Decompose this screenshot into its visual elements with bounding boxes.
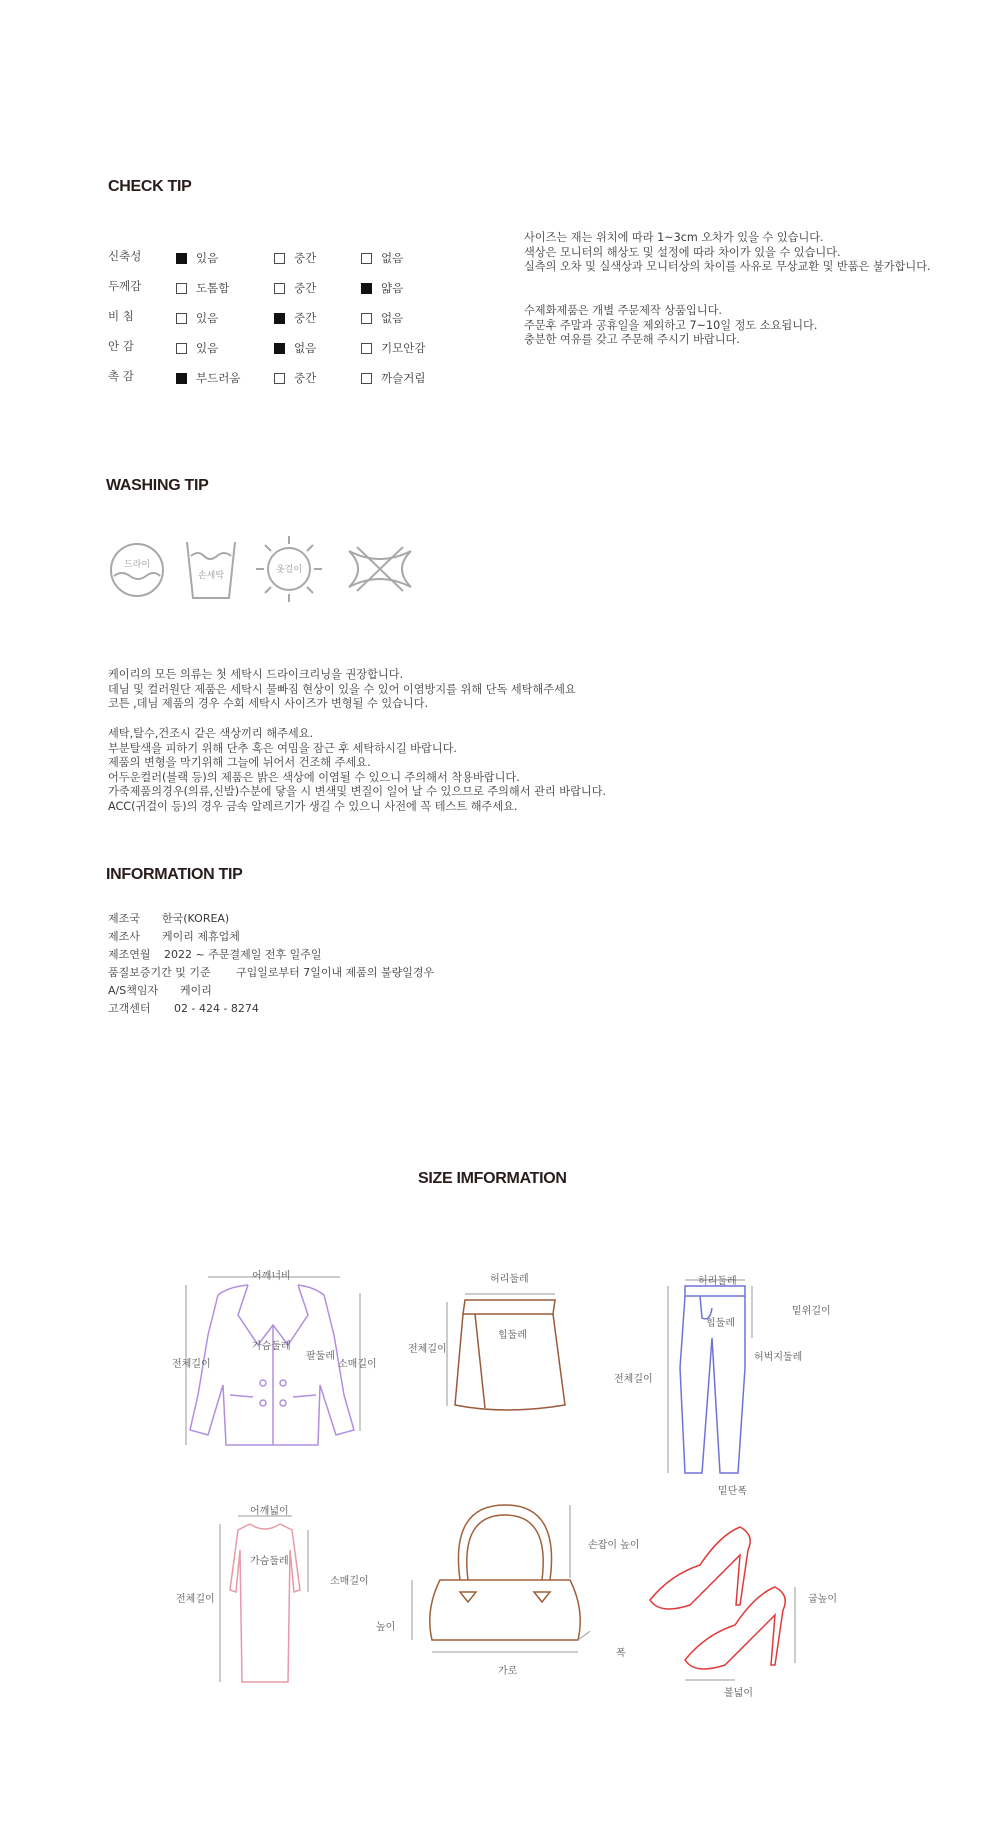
- skirt-waist-label: 허리둘레: [490, 1274, 529, 1285]
- washing-line: 코튼 ,데님 제품의 경우 수회 세탁시 사이즈가 변형될 수 있습니다.: [108, 697, 429, 710]
- notice-line: 사이즈는 재는 위치에 따라 1~3cm 오차가 있을 수 있습니다.: [524, 231, 824, 244]
- checkbox-empty: [361, 343, 372, 354]
- option: 없음: [361, 250, 403, 266]
- checkbox-checked: [176, 373, 187, 384]
- dress-diagram: [200, 1510, 330, 1690]
- washing-line: 케이리의 모든 의류는 첫 세탁시 드라이크리닝을 권장합니다.: [108, 668, 404, 681]
- skirt-diagram: [425, 1290, 575, 1430]
- svg-text:옷걸이: 옷걸이: [275, 565, 303, 575]
- option: 없음: [361, 310, 403, 326]
- notice-line: 수제화제품은 개별 주문제작 상품입니다.: [524, 304, 722, 317]
- washing-line: 세탁,탈수,건조시 같은 색상끼리 해주세요.: [108, 727, 314, 740]
- checkbox-empty: [176, 343, 187, 354]
- option: 부드러움: [176, 370, 240, 386]
- hand-wash-icon: [183, 538, 239, 602]
- dry-clean-icon: [108, 540, 166, 600]
- info-row-as-manager: A/S책임자 케이리: [108, 984, 212, 997]
- sun-dry-icon: [254, 534, 324, 604]
- dress-length-label: 전체길이: [176, 1594, 215, 1605]
- bag-diagram: [400, 1500, 590, 1670]
- checkbox-empty: [274, 373, 285, 384]
- bag-depth-label: 폭: [616, 1648, 626, 1659]
- checkbox-empty: [361, 253, 372, 264]
- coat-length-label: 전체길이: [172, 1359, 211, 1370]
- svg-text:드라이: 드라이: [123, 560, 151, 570]
- svg-text:손세탁: 손세탁: [197, 571, 225, 581]
- notice-line: 색상은 모니터의 해상도 및 설정에 따라 차이가 있을 수 있습니다.: [524, 245, 841, 259]
- option: 중간: [274, 370, 316, 386]
- row-label: 비 침: [108, 309, 134, 323]
- dress-sleeve-label: 소매길이: [330, 1576, 369, 1587]
- no-wring-icon: [345, 545, 415, 593]
- pants-thigh-label: 허벅지둘레: [754, 1352, 803, 1363]
- pants-length-label: 전체길이: [614, 1374, 653, 1385]
- info-row-country: 제조국 한국(KOREA): [108, 912, 230, 925]
- notice-line: 충분한 여유를 갖고 주문해 주시기 바랍니다.: [524, 333, 740, 346]
- checkbox-empty: [176, 283, 187, 294]
- checkbox-empty: [176, 313, 187, 324]
- washing-line: 제품의 변형을 막기위해 그늘에 뉘어서 건조해 주세요.: [108, 756, 371, 769]
- shoes-diagram: [640, 1505, 810, 1695]
- info-row-maker: 제조사 케이리 제휴업체: [108, 930, 240, 943]
- option: 있음: [176, 310, 218, 326]
- washing-line: 어두운컬러(블랙 등)의 제품은 밝은 색상에 이염될 수 있으니 주의해서 착용바랍니다.: [108, 770, 520, 784]
- checkbox-checked: [274, 343, 285, 354]
- option: 까슬거림: [361, 370, 425, 386]
- washing-tip-title: WASHING TIP: [106, 477, 209, 494]
- pants-diagram: [650, 1278, 760, 1478]
- bag-height-label: 높이: [376, 1622, 396, 1633]
- washing-para-2: [108, 727, 606, 814]
- option: 도톰함: [176, 280, 229, 296]
- notice-line: 실측의 오차 및 실색상과 모니터상의 차이를 사유로 무상교환 및 반품은 불가합니다.: [524, 260, 931, 273]
- notice-line: 주문후 주말과 공휴일을 제외하고 7~10일 정도 소요됩니다.: [524, 318, 818, 332]
- info-row-service-center: 고객센터 02 - 424 - 8274: [108, 1002, 259, 1015]
- checkbox-empty: [274, 283, 285, 294]
- coat-sleeve-label: 소매길이: [338, 1359, 377, 1370]
- coat-shoulder-label: 어깨너비: [252, 1271, 291, 1282]
- option: 중간: [274, 250, 316, 266]
- size-information-title: SIZE IMFORMATION: [418, 1170, 567, 1187]
- row-label: 안 감: [108, 339, 134, 353]
- washing-line: ACC(귀걸이 등)의 경우 금속 알레르기가 생길 수 있으니 사전에 꼭 테스트 해주세요.: [108, 799, 518, 813]
- washing-line: 부분탈색을 피하기 위해 단추 혹은 여밈을 잠근 후 세탁하시길 바랍니다.: [108, 741, 457, 755]
- pants-waist-label: 허리둘레: [698, 1276, 737, 1287]
- row-label: 신축성: [108, 249, 142, 263]
- checkbox-empty: [361, 373, 372, 384]
- option: 중간: [274, 280, 316, 296]
- checkbox-checked: [361, 283, 372, 294]
- option: 없음: [274, 340, 316, 356]
- bag-width-label: 가로: [498, 1666, 518, 1677]
- handmade-notice: [524, 304, 817, 348]
- pants-rise-label: 밑위길이: [792, 1306, 831, 1317]
- coat-chest-label: 가슴둘레: [252, 1341, 291, 1352]
- row-label: 촉 감: [108, 369, 134, 383]
- coat-arm-label: 팔둘레: [306, 1351, 335, 1362]
- dress-chest-label: 가슴둘레: [250, 1556, 289, 1567]
- checkbox-checked: [176, 253, 187, 264]
- washing-line: 가죽제품의경우(의류,신발)수분에 닿을 시 변색및 변질이 일어 날 수 있으므로 주의해서 관리 바랍니다.: [108, 785, 607, 798]
- option: 있음: [176, 340, 218, 356]
- bag-handle-label: 손잡이 높이: [588, 1540, 640, 1551]
- skirt-hip-label: 힙둘레: [498, 1330, 527, 1341]
- pants-hem-label: 밑단폭: [718, 1486, 747, 1497]
- information-tip-title: INFORMATION TIP: [106, 866, 243, 883]
- skirt-length-label: 전체길이: [408, 1344, 447, 1355]
- check-tip-title: CHECK TIP: [108, 178, 192, 195]
- dress-shoulder-label: 어깨넓이: [250, 1506, 289, 1517]
- size-notice: [524, 231, 931, 275]
- checkbox-empty: [274, 253, 285, 264]
- checkbox-checked: [274, 313, 285, 324]
- checkbox-empty: [361, 313, 372, 324]
- washing-line: 데님 및 컬러원단 제품은 세탁시 물빠짐 현상이 있을 수 있어 이염방지를 위해 단독 세탁해주세요: [108, 682, 576, 696]
- option: 기모안감: [361, 340, 425, 356]
- shoes-ball-label: 볼넓이: [724, 1688, 753, 1699]
- info-row-date: 제조연월 2022 ~ 주문결제일 전후 일주일: [108, 948, 322, 961]
- option: 중간: [274, 310, 316, 326]
- info-row-warranty: 품질보증기간 및 기준 구입일로부터 7일이내 제품의 불량일경우: [108, 966, 435, 979]
- row-label: 두께감: [108, 279, 142, 293]
- pants-hip-label: 힙둘레: [706, 1318, 735, 1329]
- shoes-heel-label: 굽높이: [808, 1594, 837, 1605]
- option: 있음: [176, 250, 218, 266]
- washing-para-1: [108, 668, 576, 712]
- option: 얇음: [361, 280, 403, 296]
